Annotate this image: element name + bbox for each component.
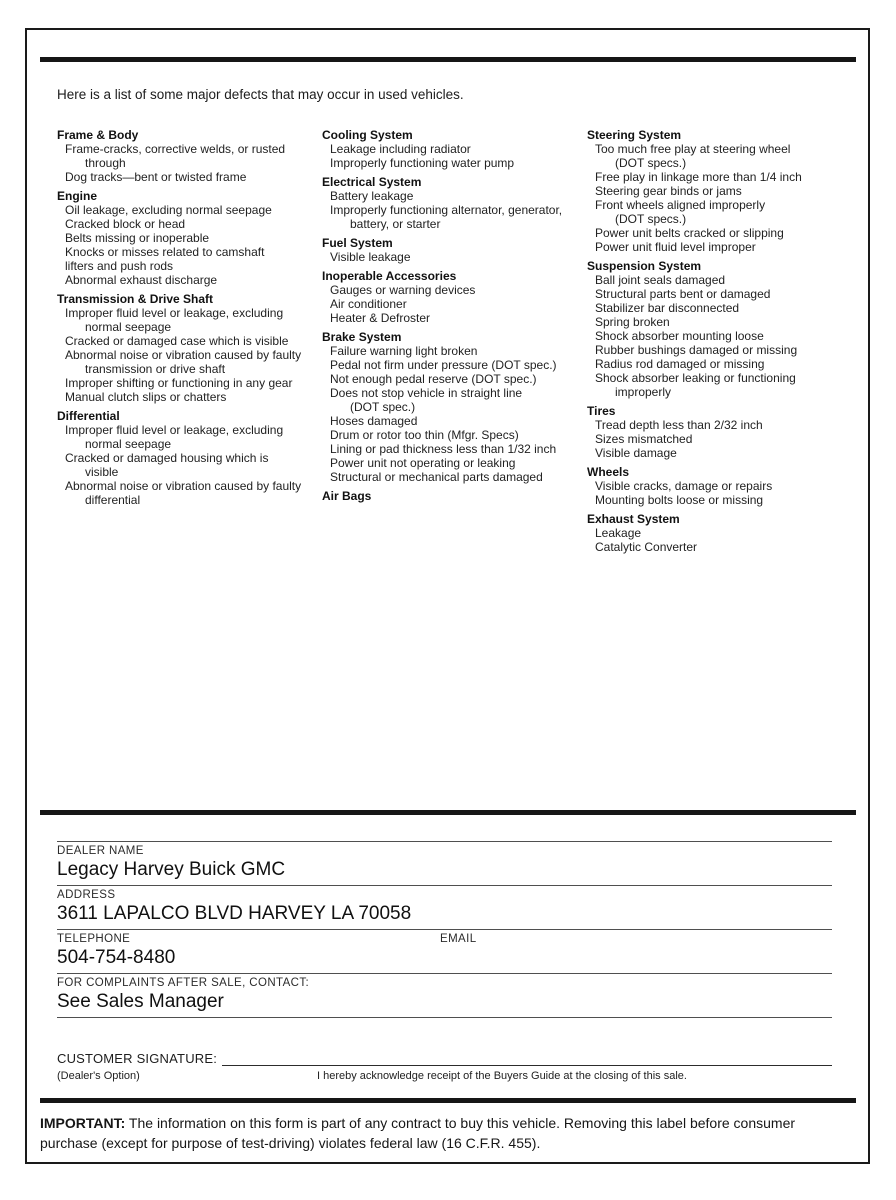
- customer-signature-row: [57, 1050, 832, 1066]
- dealer-field-row: [57, 929, 832, 973]
- signature-subtext: [57, 1070, 832, 1082]
- defect-item: Cracked block or head: [65, 217, 186, 231]
- defect-item: Sizes mismatched: [595, 432, 693, 446]
- defect-item: Manual clutch slips or chatters: [65, 390, 227, 404]
- defect-item: Tread depth less than 2/32 inch: [595, 418, 763, 432]
- buyers-guide-back-page: [25, 28, 870, 1164]
- intro-text: Here is a list of some major defects that may occur in used vehicles.: [57, 87, 464, 102]
- defect-item: Leakage: [595, 526, 642, 540]
- important-label: IMPORTANT:: [40, 1115, 126, 1131]
- field-label: ADDRESS: [57, 889, 116, 901]
- defect-item: Steering gear binds or jams: [595, 184, 742, 198]
- section-heading: Air Bags: [322, 489, 372, 503]
- defect-item: Ball joint seals damaged: [595, 273, 726, 287]
- defect-item: Stabilizer bar disconnected: [595, 301, 740, 315]
- top-divider: [40, 57, 856, 62]
- defect-item: Improper fluid level or leakage, excluding normal seepage: [65, 423, 284, 451]
- field-value: Legacy Harvey Buick GMC: [57, 859, 286, 880]
- field-value: See Sales Manager: [57, 991, 224, 1012]
- dealer-field-row: [57, 885, 832, 929]
- defect-item: Oil leakage, excluding normal seepage: [65, 203, 272, 217]
- defect-item: Spring broken: [595, 315, 670, 329]
- defect-item: Catalytic Converter: [595, 540, 698, 554]
- section-heading: Suspension System: [587, 259, 702, 273]
- section-heading: Transmission & Drive Shaft: [57, 292, 214, 306]
- section-heading: Engine: [57, 189, 98, 203]
- section-heading: Exhaust System: [587, 512, 680, 526]
- defect-item: Improper shifting or functioning in any gear: [65, 376, 293, 390]
- defect-item: Improperly functioning water pump: [330, 156, 515, 170]
- defect-item: Rubber bushings damaged or missing: [595, 343, 798, 357]
- defects-column: [57, 128, 310, 507]
- section-heading: Steering System: [587, 128, 682, 142]
- defect-item: Improperly functioning alternator, generator, battery, or starter: [330, 203, 563, 231]
- defects-columns: [57, 128, 868, 810]
- defect-item: Knocks or misses related to camshaft lifters and push rods: [65, 245, 265, 273]
- defect-item: Lining or pad thickness less than 1/32 inch: [330, 442, 557, 456]
- defect-item: Abnormal noise or vibration caused by faulty differential: [65, 479, 302, 507]
- field-value: 3611 LAPALCO BLVD HARVEY LA 70058: [57, 903, 412, 924]
- section-heading: Tires: [587, 404, 616, 418]
- defect-item: Improper fluid level or leakage, excluding normal seepage: [65, 306, 284, 334]
- defect-item: Visible leakage: [330, 250, 411, 264]
- defect-item: Frame-cracks, corrective welds, or rusted through: [65, 142, 286, 170]
- section-heading: Fuel System: [322, 236, 393, 250]
- customer-signature-label: CUSTOMER SIGNATURE:: [57, 1051, 218, 1066]
- defect-item: Cracked or damaged case which is visible: [65, 334, 289, 348]
- section-heading: Differential: [57, 409, 120, 423]
- defect-item: Pedal not firm under pressure (DOT spec.): [330, 358, 557, 372]
- section-heading: Inoperable Accessories: [322, 269, 457, 283]
- dealers-option-note: (Dealer's Option): [57, 1070, 140, 1082]
- defects-column: [322, 128, 575, 503]
- defect-item: Heater & Defroster: [330, 311, 431, 325]
- defect-item: Dog tracks—bent or twisted frame: [65, 170, 247, 184]
- defect-item: Shock absorber mounting loose: [595, 329, 764, 343]
- section-heading: Wheels: [587, 465, 630, 479]
- defect-item: Belts missing or inoperable: [65, 231, 210, 245]
- defect-item: Visible cracks, damage or repairs: [595, 479, 773, 493]
- defect-item: Visible damage: [595, 446, 677, 460]
- defect-item: Does not stop vehicle in straight line (DOT spec.): [330, 386, 523, 414]
- defect-item: Power unit not operating or leaking: [330, 456, 516, 470]
- defect-item: Failure warning light broken: [330, 344, 478, 358]
- dealer-field-row: [57, 973, 832, 1017]
- section-heading: Cooling System: [322, 128, 413, 142]
- dealer-field-row: [57, 841, 832, 885]
- mid-divider: [40, 810, 856, 815]
- important-notice: [40, 1113, 838, 1153]
- defect-item: Air conditioner: [330, 297, 407, 311]
- defect-item: Abnormal noise or vibration caused by faulty transmission or drive shaft: [65, 348, 302, 376]
- section-heading: Brake System: [322, 330, 402, 344]
- bottom-divider: [40, 1098, 856, 1103]
- field-label: TELEPHONE: [57, 933, 131, 945]
- defect-item: Radius rod damaged or missing: [595, 357, 765, 371]
- defect-item: Abnormal exhaust discharge: [65, 273, 218, 287]
- section-heading: Electrical System: [322, 175, 422, 189]
- field-label: DEALER NAME: [57, 845, 144, 857]
- defects-column: [587, 128, 840, 554]
- defect-item: Not enough pedal reserve (DOT spec.): [330, 372, 537, 386]
- defect-item: Shock absorber leaking or functioning improperly: [595, 371, 796, 399]
- defect-item: Power unit belts cracked or slipping: [595, 226, 784, 240]
- defect-item: Power unit fluid level improper: [595, 240, 756, 254]
- defect-item: Leakage including radiator: [330, 142, 471, 156]
- section-heading: Frame & Body: [57, 128, 139, 142]
- defect-item: Gauges or warning devices: [330, 283, 476, 297]
- defect-item: Hoses damaged: [330, 414, 418, 428]
- field-value: 504-754-8480: [57, 947, 176, 968]
- dealer-fields: [57, 841, 832, 1018]
- defect-item: Mounting bolts loose or missing: [595, 493, 764, 507]
- defect-item: Structural parts bent or damaged: [595, 287, 771, 301]
- acknowledgement-text: I hereby acknowledge receipt of the Buyers Guide at the closing of this sale.: [317, 1070, 687, 1082]
- defect-item: Battery leakage: [330, 189, 414, 203]
- defect-item: Cracked or damaged housing which is visible: [65, 451, 269, 479]
- signature-line: [222, 1050, 832, 1066]
- important-text: The information on this form is part of any contract to buy this vehicle. Removing this label before consumer purchase (except for purpose of test-driving) violates federal law (16 C.F.R. 455).: [40, 1115, 796, 1151]
- defect-item: Front wheels aligned improperly (DOT specs.): [595, 198, 766, 226]
- defect-item: Drum or rotor too thin (Mfgr. Specs): [330, 428, 519, 442]
- field-label: FOR COMPLAINTS AFTER SALE, CONTACT:: [57, 977, 310, 989]
- field-label: EMAIL: [440, 933, 477, 945]
- defect-item: Free play in linkage more than 1/4 inch: [595, 170, 802, 184]
- defect-item: Too much free play at steering wheel (DOT specs.): [595, 142, 791, 170]
- defect-item: Structural or mechanical parts damaged: [330, 470, 543, 484]
